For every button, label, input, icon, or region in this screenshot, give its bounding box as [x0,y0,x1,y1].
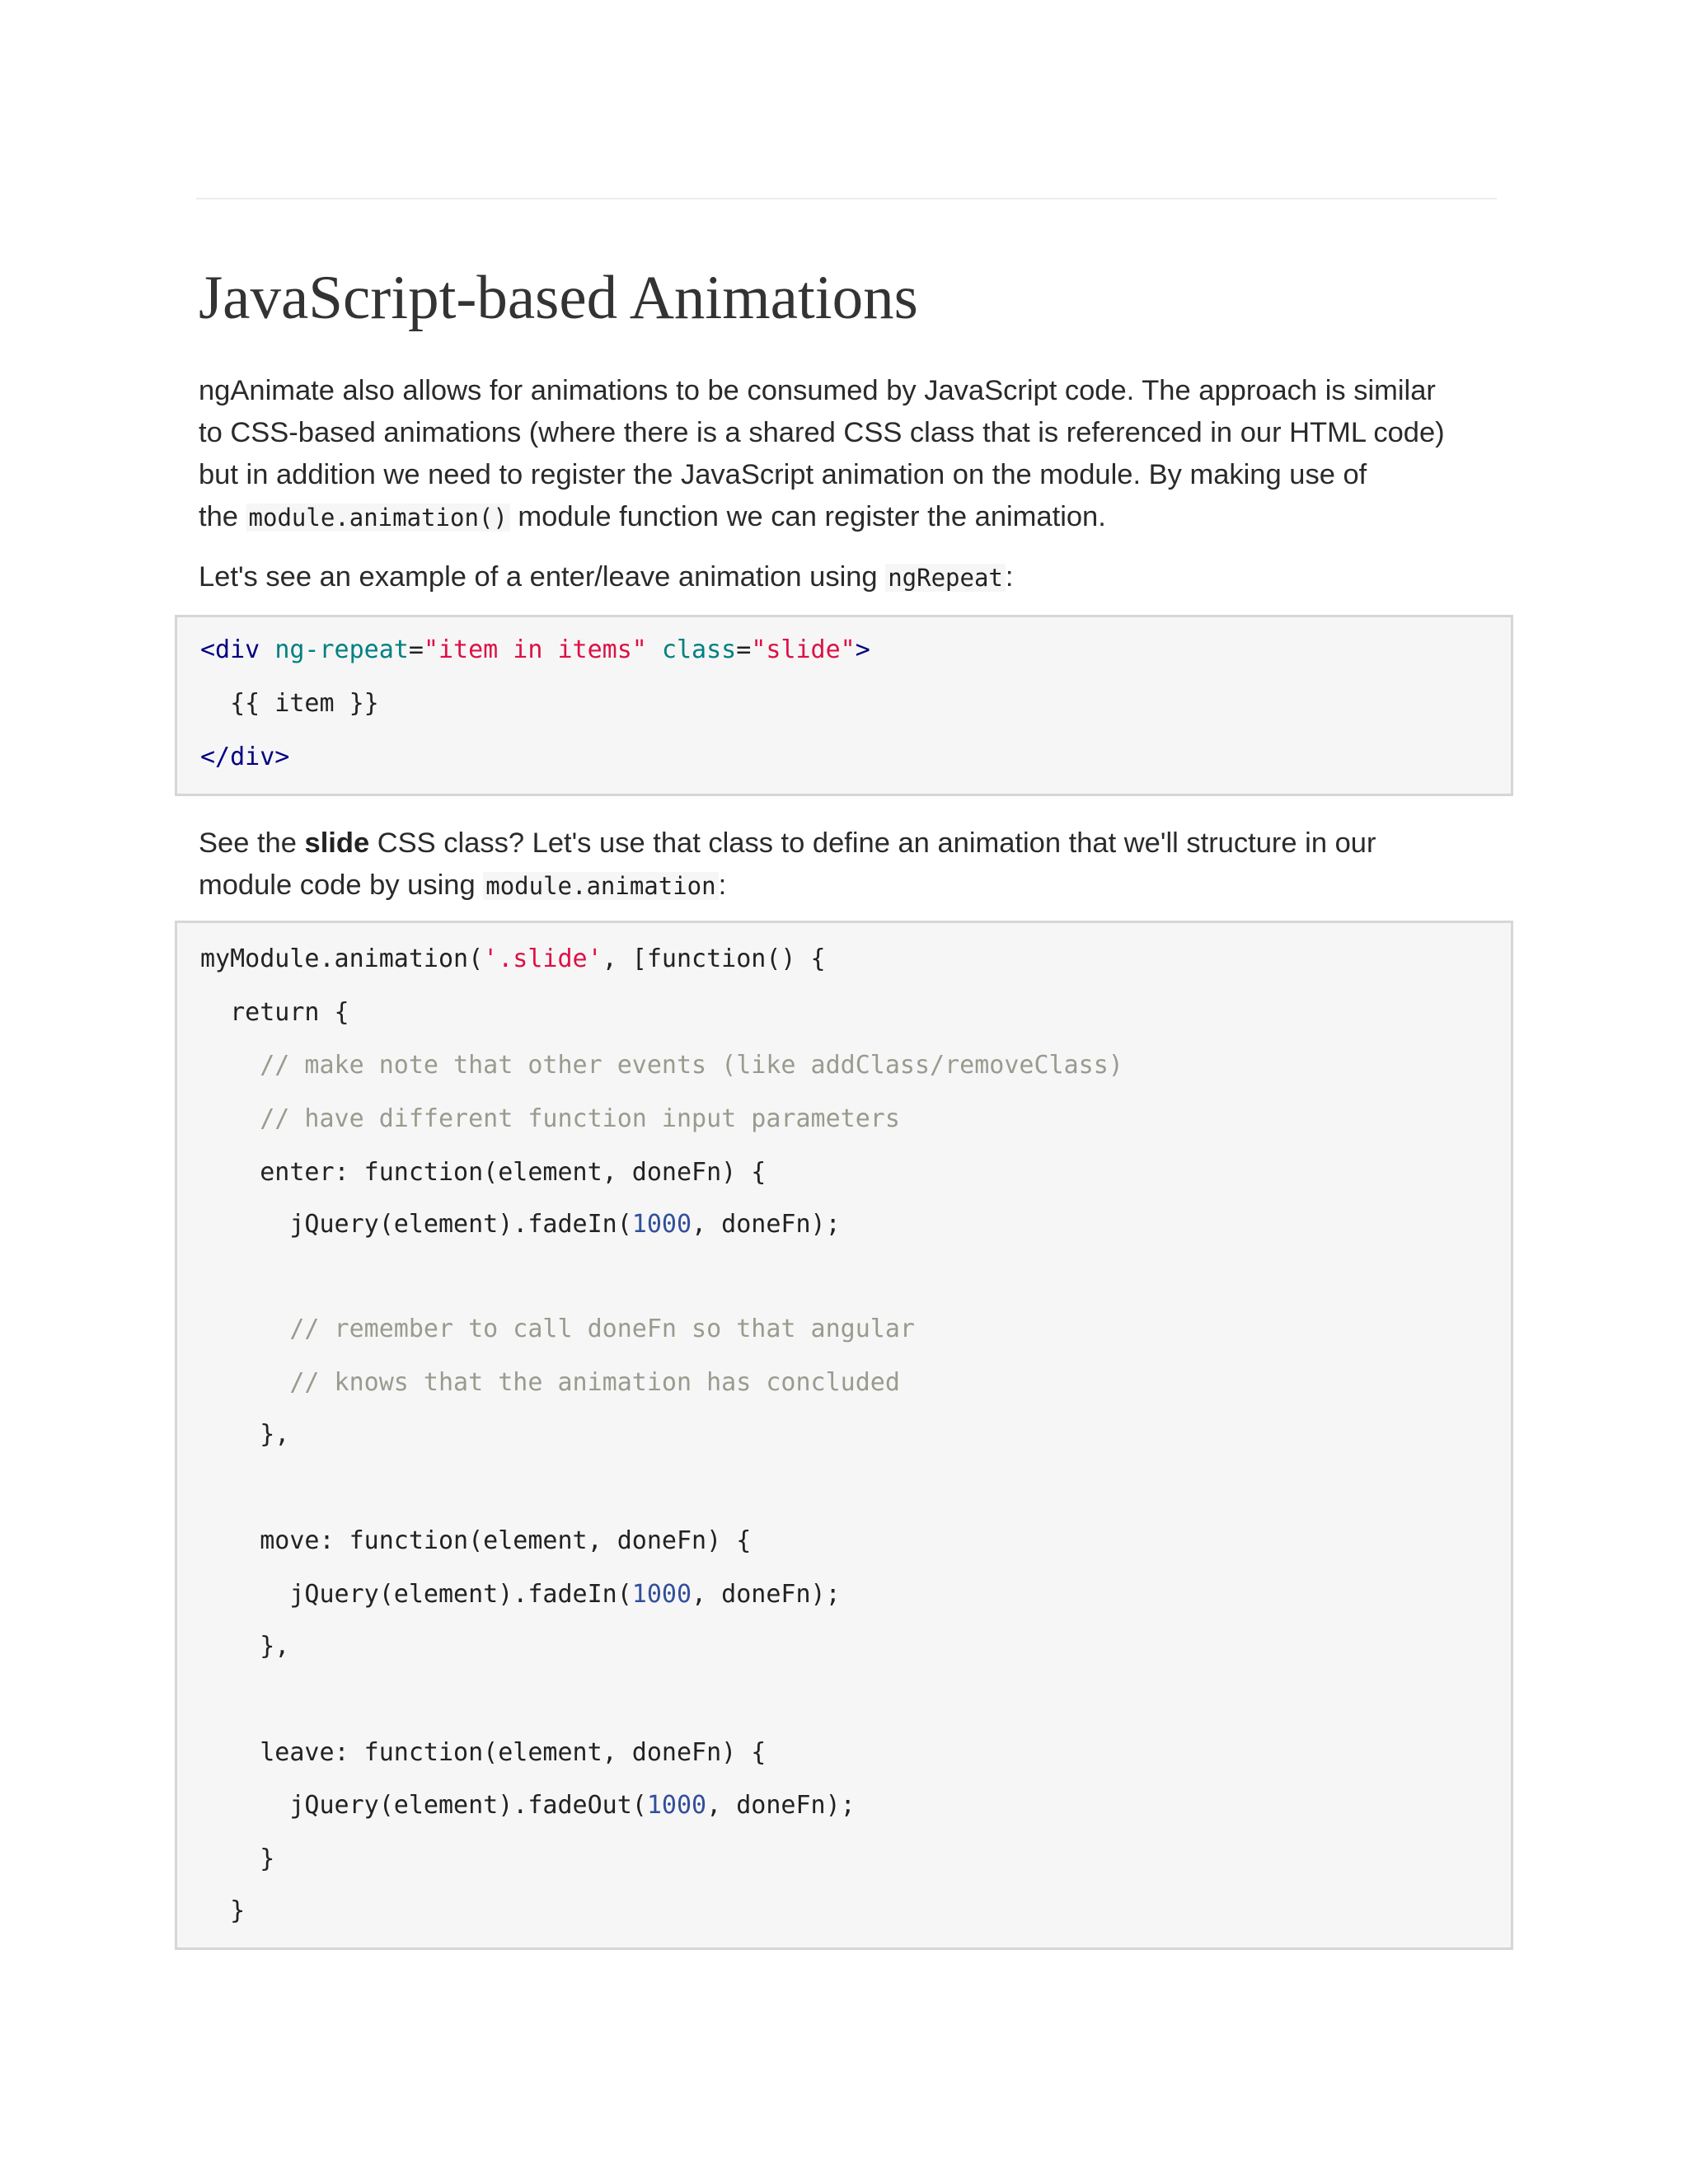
code-token-plain: , [function() { [602,944,826,973]
code-line: leave: function(element, doneFn) { [200,1738,767,1767]
example-intro-paragraph [199,556,1013,599]
code-token-plain: , doneFn); [692,1580,841,1609]
explanation-line-2-suffix: : [718,869,727,901]
intro-line-4-pre: the [199,501,246,532]
code-token-plain: myModule.animation( [200,944,484,973]
code-line [200,1789,856,1822]
intro-paragraph [199,370,1445,539]
code-line: move: function(element, doneFn) { [200,1526,752,1555]
code-line: enter: function(element, doneFn) { [200,1158,767,1187]
code-comment-line: // knows that the animation has concluded [200,1368,900,1397]
explanation-post: CSS class? Let's use that class to define an animation that we'll structure in our [369,827,1376,859]
code-token-plain: jQuery(element).fadeIn( [200,1210,632,1239]
code-token-equals: = [408,635,424,664]
code-token-number: 1000 [631,1210,692,1239]
code-line: }, [200,1632,290,1661]
code-comment-line: // have different function input parameters [200,1104,900,1133]
code-line [200,1578,841,1611]
inline-code-module-animation: module.animation [483,872,718,900]
code-block-html [175,615,1513,796]
explanation-bold-class: slide [304,827,370,859]
explanation-pre: See the [199,827,305,859]
code-token-string: "item in items" [423,635,647,664]
intro-line-4-post: module function we can register the animation. [509,501,1106,532]
intro-line-3: but in addition we need to register the JavaScript animation on the module. By making use of [199,459,1367,490]
intro-line-1: ngAnimate also allows for animations to be consumed by JavaScript code. The approach is similar [199,375,1436,406]
code-token-attribute: ng-repeat [274,635,409,664]
top-divider [196,198,1497,199]
code-line: } [200,1896,246,1925]
code-comment-line: // make note that other events (like addClass/removeClass) [200,1051,1123,1080]
code-token-string: "slide" [751,635,856,664]
code-token-tag: > [855,635,870,664]
code-block-javascript [175,921,1513,1950]
code-token-attribute: class [661,635,737,664]
intro-line-2: to CSS-based animations (where there is a shared CSS class that is referenced in our HTML code) [199,417,1445,448]
code-token-space [647,635,662,664]
code-line: </div> [200,743,290,771]
code-token-equals: = [736,635,752,664]
example-intro-text: Let's see an example of a enter/leave animation using [199,561,886,593]
code-line [200,1208,841,1241]
code-token-plain: , doneFn); [706,1791,856,1820]
code-line: return { [200,998,349,1027]
explanation-line-2-pre: module code by using [199,869,484,901]
code-token-plain: jQuery(element).fadeIn( [200,1580,632,1609]
code-comment-line: // remember to call doneFn so that angular [200,1315,915,1343]
code-token-tag: <div [200,635,260,664]
code-token-plain: jQuery(element).fadeOut( [200,1791,647,1820]
code-token-number: 1000 [646,1791,707,1820]
code-line [200,634,870,667]
code-token-plain: , doneFn); [692,1210,841,1239]
example-intro-suffix: : [1005,561,1014,593]
explanation-paragraph [199,823,1376,907]
code-line: } [200,1844,275,1873]
section-heading: JavaScript-based Animations [199,264,918,332]
code-token-string: '.slide' [483,944,603,973]
code-line: }, [200,1420,290,1449]
code-line [200,943,826,976]
code-token-number: 1000 [631,1580,692,1609]
code-line: {{ item }} [200,689,379,718]
inline-code-ngrepeat: ngRepeat [885,564,1006,592]
inline-code-module-animation: module.animation() [246,504,510,532]
code-token-space [260,635,274,664]
